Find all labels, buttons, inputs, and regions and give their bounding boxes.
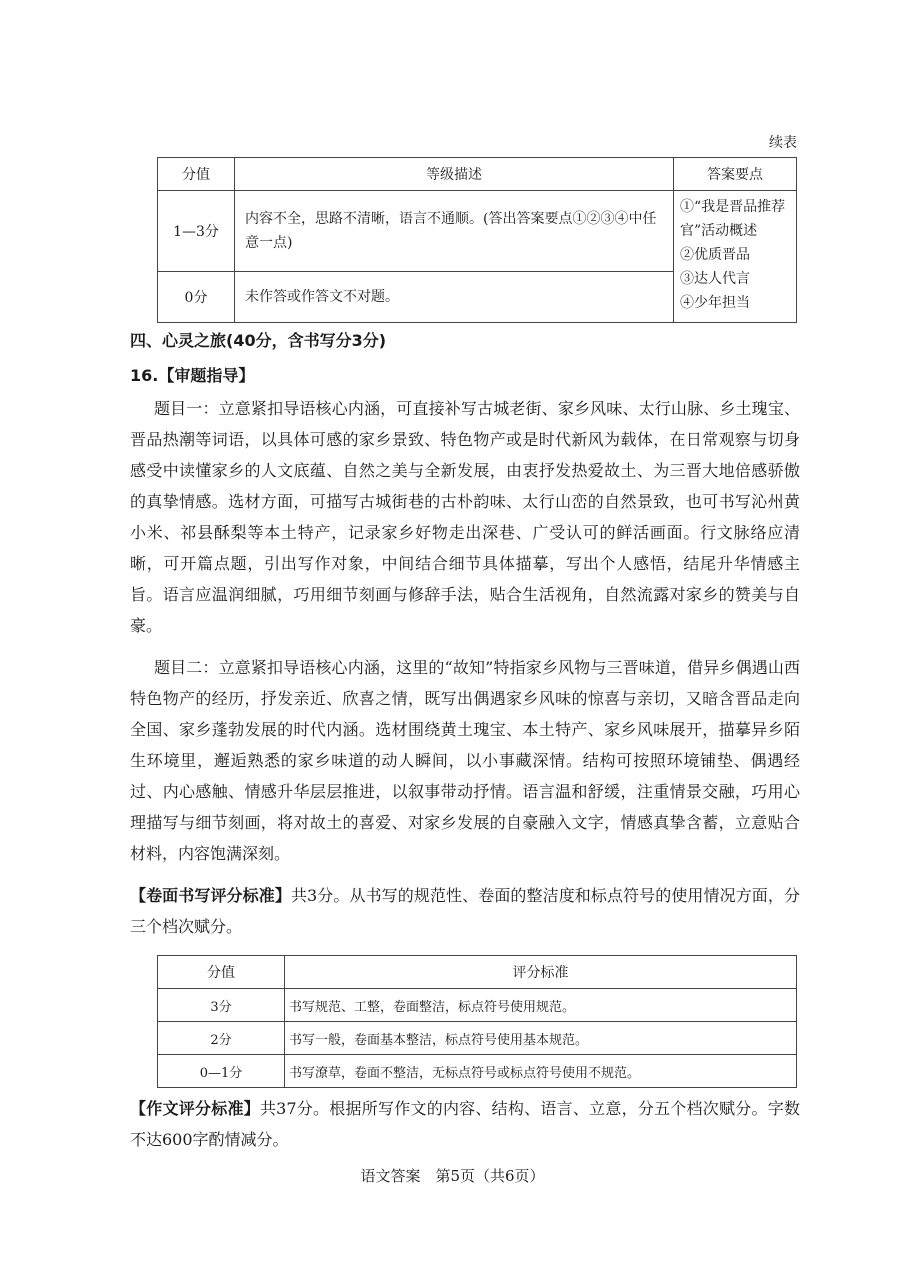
score-cell: 3分	[158, 989, 285, 1022]
answer-point-item: ③达人代言	[680, 271, 750, 287]
essay-standard-text: 共37分。根据所写作文的内容、结构、语言、立意，分五个档次赋分。字数不达600字酌情减分。	[130, 1099, 800, 1149]
score-cell: 0分	[158, 272, 235, 323]
answer-points-cell	[674, 191, 797, 323]
description-cell: 未作答或作答文不对题。	[235, 272, 674, 323]
section-heading: 四、心灵之旅(40分，含书写分3分)	[130, 331, 387, 350]
standard-cell: 书写一般，卷面基本整洁，标点符号使用基本规范。	[285, 1022, 797, 1055]
handwriting-score-table	[157, 955, 797, 1088]
score-cell: 2分	[158, 1022, 285, 1055]
header-score: 分值	[158, 158, 235, 191]
description-cell: 内容不全，思路不清晰，语言不通顺。(答出答案要点①②③④中任意一点)	[235, 191, 674, 272]
table-row	[158, 1055, 797, 1088]
continued-table-label: 续表	[769, 135, 797, 151]
handwriting-standard-label: 【卷面书写评分标准】	[130, 886, 291, 905]
header-score: 分值	[158, 956, 285, 989]
standard-cell: 书写规范、工整，卷面整洁，标点符号使用规范。	[285, 989, 797, 1022]
table-row	[158, 989, 797, 1022]
grading-table-continued	[157, 157, 797, 323]
table-row	[158, 191, 797, 272]
page-footer: 语文答案 第5页（共6页）	[360, 1167, 545, 1185]
essay-standard-paragraph	[130, 1093, 800, 1155]
paragraph-topic-two: 题目二：立意紧扣导语核心内涵，这里的“故知”特指家乡风物与三晋味道，借异乡偶遇山西特色物产的经历，抒发亲近、欣喜之情，既写出偶遇家乡风味的惊喜与亲切，又暗含晋品走向全国、家乡蓬勃发展的时代内涵。选材围绕黄土瑰宝、本土特产、家乡风味展开，描摹异乡陌生环境里，邂逅熟悉的家乡味道的动人瞬间，以小事藏深情。结构可按照环境铺垫、偶遇经过、内心感触、情感升华层层推进，以叙事带动抒情。语言温和舒缓，注重情景交融，巧用心理描写与细节刻画，将对故土的喜爱、对家乡发展的自豪融入文字，情感真挚含蓄，立意贴合材料，内容饱满深刻。	[130, 658, 800, 863]
answer-point-item: ④少年担当	[680, 295, 750, 311]
standard-cell: 书写潦草，卷面不整洁，无标点符号或标点符号使用不规范。	[285, 1055, 797, 1088]
answer-point-item: ②优质晋品	[680, 247, 750, 263]
handwriting-standard-paragraph	[130, 880, 800, 942]
table-header-row	[158, 956, 797, 989]
header-answer-points: 答案要点	[674, 158, 797, 191]
answer-point-item: ①“我是晋品推荐官”活动概述	[680, 199, 786, 239]
score-cell: 0—1分	[158, 1055, 285, 1088]
table-row	[158, 1022, 797, 1055]
header-standard: 评分标准	[285, 956, 797, 989]
header-level-description: 等级描述	[235, 158, 674, 191]
score-cell: 1—3分	[158, 191, 235, 272]
question-heading: 16.【审题指导】	[130, 366, 255, 385]
essay-standard-label: 【作文评分标准】	[130, 1099, 260, 1118]
paragraph-topic-one: 题目一：立意紧扣导语核心内涵，可直接补写古城老街、家乡风味、太行山脉、乡土瑰宝、晋品热潮等词语，以具体可感的家乡景致、特色物产或是时代新风为载体，在日常观察与切身感受中读懂家乡的人文底蕴、自然之美与全新发展，由衷抒发热爱故土、为三晋大地倍感骄傲的真挚情感。选材方面，可描写古城街巷的古朴韵味、太行山峦的自然景致，也可书写沁州黄小米、祁县酥梨等本土特产，记录家乡好物走出深巷、广受认可的鲜活画面。行文脉络应清晰，可开篇点题，引出写作对象，中间结合细节具体描摹，写出个人感悟，结尾升华情感主旨。语言应温润细腻，巧用细节刻画与修辞手法，贴合生活视角，自然流露对家乡的赞美与自豪。	[130, 399, 800, 635]
table-header-row	[158, 158, 797, 191]
handwriting-standard-text: 共3分。从书写的规范性、卷面的整洁度和标点符号的使用情况方面，分三个档次赋分。	[130, 886, 800, 936]
